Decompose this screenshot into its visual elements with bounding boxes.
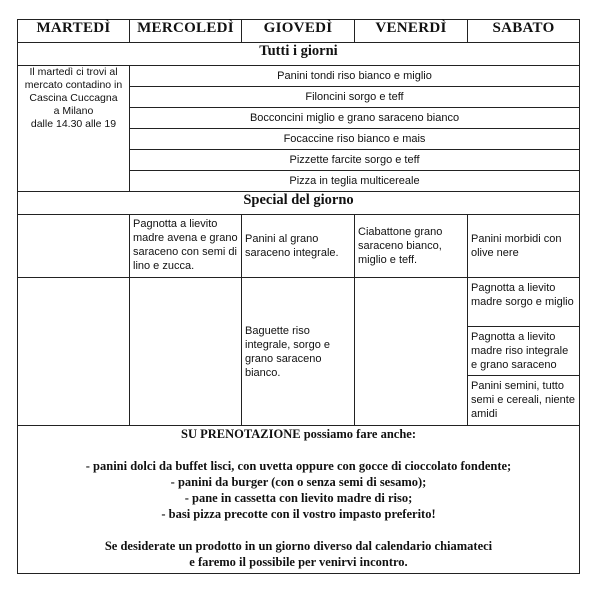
special-text: Ciabattone grano saraceno bianco, miglio e teff. <box>358 226 443 266</box>
booking-item: - panini dolci da buffet lisci, con uvetta oppure con gocce di cioccolato fondente; <box>85 459 512 473</box>
everyday-item: Filoncini sorgo e teff <box>130 87 580 108</box>
special-text: Pagnotta a lievito madre riso integrale e grano saraceno <box>471 331 569 371</box>
special-cell-thursday <box>242 215 355 278</box>
special-text: Baguette riso integrale, sorgo e grano saraceno bianco. <box>245 324 330 379</box>
special-cell-friday <box>355 215 468 278</box>
market-note <box>18 66 130 192</box>
special-cell-wednesday <box>130 215 242 278</box>
special-text: Panini al grano saraceno integrale. <box>245 233 339 259</box>
everyday-item: Focaccine riso bianco e mais <box>130 129 580 150</box>
weekly-schedule-table <box>17 19 580 574</box>
everyday-item: Panini tondi riso bianco e miglio <box>130 66 580 87</box>
day-header-saturday: SABATO <box>468 20 580 43</box>
special-section-row <box>18 192 580 215</box>
special-text: Panini morbidi con olive nere <box>471 233 562 259</box>
day-header-wednesday: MERCOLEDÌ <box>130 20 242 43</box>
special-cell-tuesday-empty <box>18 278 130 426</box>
special-cell-wednesday-empty <box>130 278 242 426</box>
special-text: Panini semini, tutto semi e cereali, niente amidi <box>471 380 575 420</box>
market-note-line: Cascina Cuccagna <box>29 92 118 104</box>
special-text: Pagnotta a lievito madre sorgo e miglio <box>471 282 574 308</box>
everyday-item-row <box>18 66 580 87</box>
booking-footer-line: e faremo il possibile per venirvi incontro. <box>189 555 408 569</box>
special-cell-thursday <box>242 278 355 426</box>
day-header-tuesday: MARTEDÌ <box>18 20 130 43</box>
day-header-row <box>18 20 580 43</box>
booking-box <box>18 426 580 574</box>
everyday-item: Pizzette farcite sorgo e teff <box>130 150 580 171</box>
everyday-section-row <box>18 43 580 66</box>
market-note-line: dalle 14.30 alle 19 <box>30 118 117 130</box>
special-cell-tuesday-empty <box>18 215 130 278</box>
market-note-line: Il martedì ci trovi al <box>29 66 118 78</box>
special-section-title: Special del giorno <box>18 192 580 215</box>
booking-heading: SU PRENOTAZIONE possiamo fare anche: <box>181 427 416 441</box>
special-cell-saturday <box>468 215 580 278</box>
booking-item: - panini da burger (con o senza semi di sesamo); <box>170 475 427 489</box>
booking-item: - pane in cassetta con lievito madre di riso; <box>184 491 413 505</box>
booking-footer-line: Se desiderate un prodotto in un giorno diverso dal calendario chiamateci <box>104 539 493 553</box>
special-cell-friday-empty <box>355 278 468 426</box>
booking-row <box>18 426 580 574</box>
day-header-friday: VENERDÌ <box>355 20 468 43</box>
everyday-section-title: Tutti i giorni <box>18 43 580 66</box>
special-row-2a <box>18 278 580 327</box>
special-row-1 <box>18 215 580 278</box>
everyday-item: Bocconcini miglio e grano saraceno bianco <box>130 108 580 129</box>
special-cell-saturday <box>468 376 580 426</box>
special-cell-saturday <box>468 278 580 327</box>
booking-item: - basi pizza precotte con il vostro impasto preferito! <box>161 507 436 521</box>
market-note-line: a Milano <box>53 105 94 117</box>
day-header-thursday: GIOVEDÌ <box>242 20 355 43</box>
special-text: Pagnotta a lievito madre avena e grano saraceno con semi di lino e zucca. <box>133 218 238 272</box>
special-cell-saturday <box>468 327 580 376</box>
everyday-item: Pizza in teglia multicereale <box>130 171 580 192</box>
market-note-line: mercato contadino in <box>24 79 123 91</box>
